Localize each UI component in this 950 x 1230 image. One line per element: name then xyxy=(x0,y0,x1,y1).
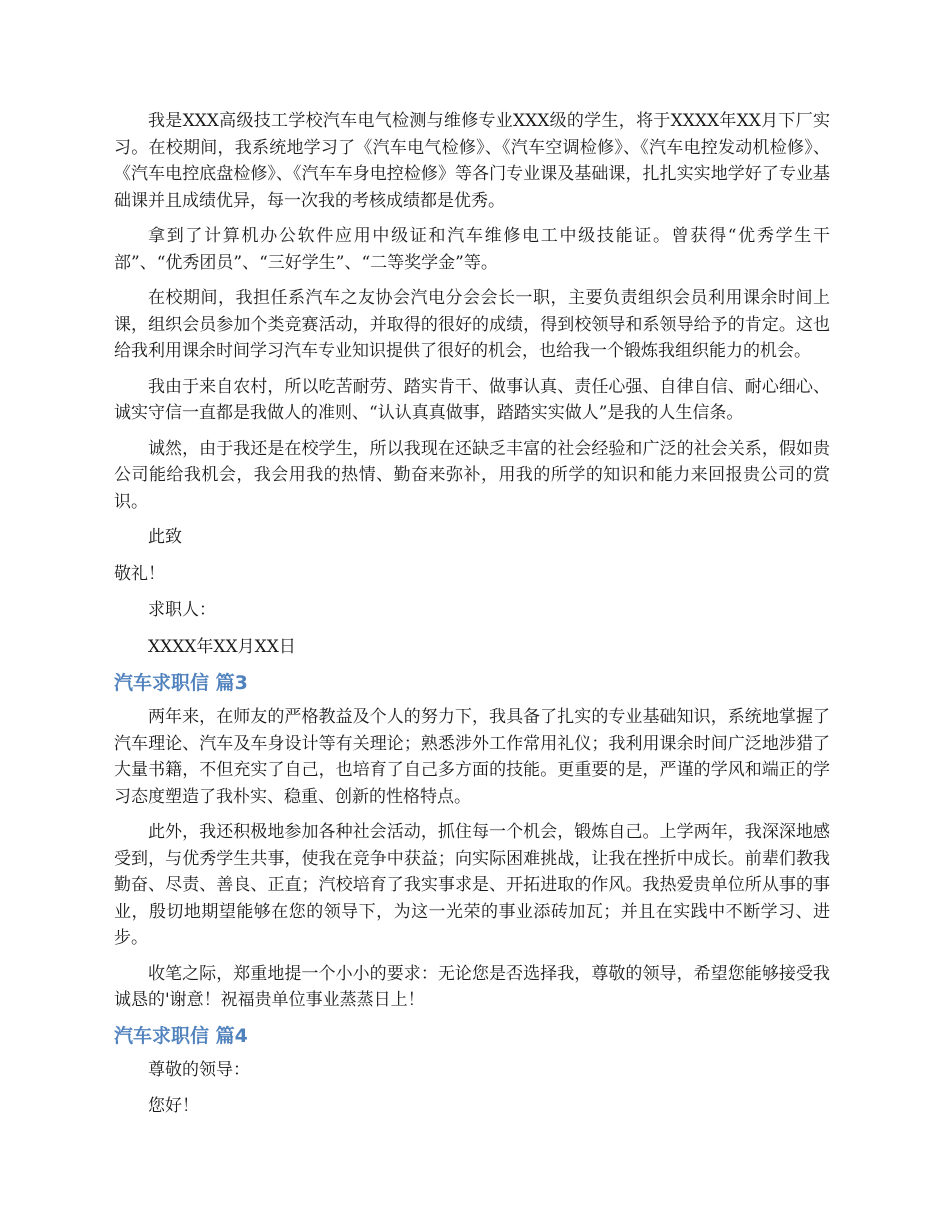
paragraph: 在校期间，我担任系汽车之友协会汽电分会会长一职，主要负责组织会员利用课余时间上课，组织会员参加个类竞赛活动，并取得的很好的成绩，得到校领导和系领导给予的肯定。这也给我利用课余时间学习汽车专业知识提供了很好的机会，也给我一个锻炼我组织能力的机会。 xyxy=(114,288,830,361)
paragraph: 两年来，在师友的严格教益及个人的努力下，我具备了扎实的专业基础知识，系统地掌握了汽车理论、汽车及车身设计等有关理论；熟悉涉外工作常用礼仪；我利用课余时间广泛地涉猎了大量书籍，不但充实了自己，也培育了自己多方面的技能。更重要的是，严谨的学风和端正的学习态度塑造了我朴实、稳重、创新的性格特点。 xyxy=(114,707,830,807)
paragraph: 收笔之际，郑重地提一个小小的要求：无论您是否选择我，尊敬的领导，希望您能够接受我诚恳的'谢意！祝福贵单位事业蒸蒸日上！ xyxy=(114,963,830,1010)
document-page xyxy=(114,108,830,1130)
paragraph: 拿到了计算机办公软件应用中级证和汽车维修电工中级技能证。曾获得“优秀学生干部”、“优秀团员”、“三好学生”、“二等奖学金”等。 xyxy=(114,226,830,273)
paragraph: 我是XXX高级技工学校汽车电气检测与维修专业XXX级的学生，将于XXXX年XX月下厂实习。在校期间，我系统地学习了《汽车电气检修》、《汽车空调检修》、《汽车电控发动机检修》、《汽车电控底盘检修》、《汽车车身电控检修》等各门专业课及基础课，扎扎实实地学好了专业基础课并且成绩优异，每一次我的考核成绩都是优秀。 xyxy=(114,111,830,211)
salute-line: 敬礼！ xyxy=(114,563,165,584)
applicant-line: 求职人： xyxy=(148,600,216,620)
section-heading: 汽车求职信 篇4 xyxy=(114,1024,248,1047)
closing-line: 此致 xyxy=(148,527,182,547)
date-line: XXXX年XX月XX日 xyxy=(148,636,296,657)
greeting-line: 尊敬的领导： xyxy=(148,1059,250,1080)
paragraph: 我由于来自农村，所以吃苦耐劳、踏实肯干、做事认真、责任心强、自律自信、耐心细心、诚实守信一直都是我做人的准则、“认认真真做事，踏踏实实做人”是我的人生信条。 xyxy=(114,376,830,423)
paragraph: 诚然，由于我还是在校学生，所以我现在还缺乏丰富的社会经验和广泛的社会关系，假如贵公司能给我机会，我会用我的热情、勤奋来弥补，用我的所学的知识和能力来回报贵公司的赏识。 xyxy=(114,438,830,512)
section-heading: 汽车求职信 篇3 xyxy=(114,672,248,694)
hello-line: 您好！ xyxy=(148,1096,199,1116)
paragraph: 此外，我还积极地参加各种社会活动，抓住每一个机会，锻炼自己。上学两年，我深深地感受到，与优秀学生共事，使我在竞争中获益；向实际困难挑战，让我在挫折中成长。前辈们教我勤奋、尽责、善良、正直；汽校培育了我实事求是、开拓进取的作风。我热爱贵单位所从事的事业，殷切地期望能够在您的领导下，为这一光荣的事业添砖加瓦；并且在实践中不断学习、进步。 xyxy=(114,822,830,948)
